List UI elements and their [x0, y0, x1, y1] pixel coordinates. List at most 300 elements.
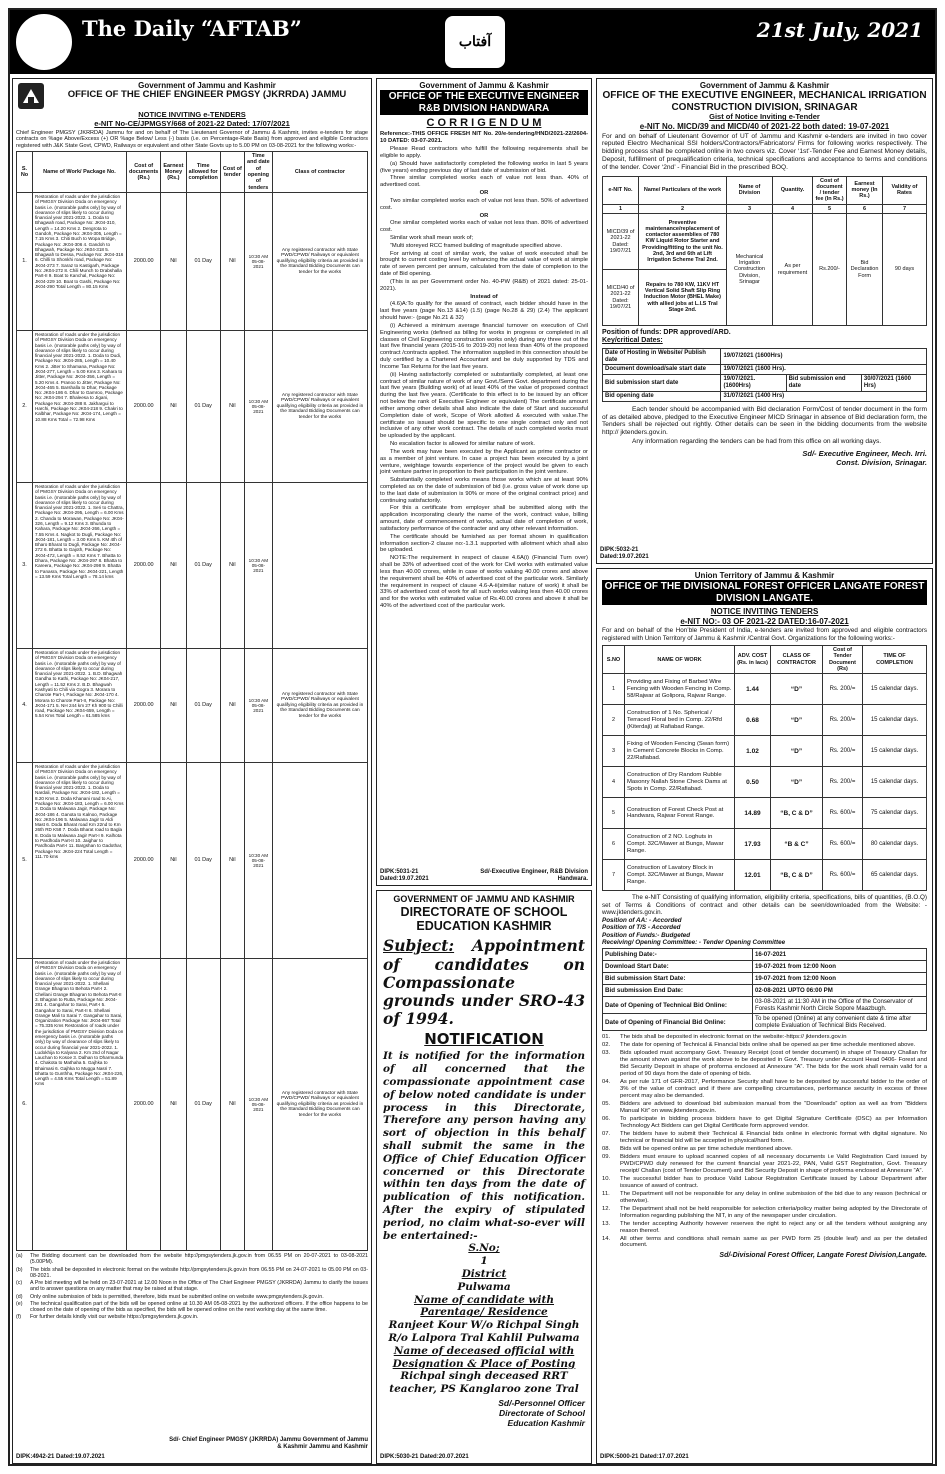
handwara-title: C O R R I G E N D U M: [426, 117, 542, 130]
handwara-paragraph: Three similar completed works each of value not less than. 40% of advertised cost.: [380, 175, 588, 189]
forest-term-number: 04.: [602, 1079, 611, 1086]
forest-fee: Rs. 200/=: [823, 736, 863, 767]
school-official: Richpal singh deceased RRT teacher, PS Kanglaroo zone Tral: [389, 1370, 579, 1396]
table-row: [603, 674, 927, 705]
pmgsy-opening: 10:30 AM 05-08-2021: [244, 763, 272, 959]
forest-dipk: DIPK:5000-21 Dated:17.07.2021: [600, 1453, 689, 1460]
forest-position: Receiving/ Opening Committee: - Tender Opening Committee: [602, 938, 786, 946]
forest-date-value: 03-08-2021 at 11:30 AM in the Office of the Conservator of Forests Kashmir North Circle Sopore Maazbugh.: [753, 997, 927, 1014]
handwara-paragraph: One similar completed works each of value not less than. 80% of advertised cost.: [380, 220, 588, 234]
micd-gov: Government of Jammu & Kashmir: [699, 81, 830, 90]
micd-nit: MICD/39 of 2021-22 Dated: 19/07/21: [603, 214, 639, 270]
forest-term-text: The Department will not be responsible for any delay in online submission of the bid due to any reason (technical or otherwise).: [620, 1190, 927, 1204]
forest-cost: 17.93: [735, 829, 771, 860]
handwara-paragraph: Similar work shall mean work of;: [390, 235, 474, 241]
forest-term-text: The bidders have to submit their Technical & Financial bids online in electronic format with digital signature. No technical or financial bid will be accepted in physical/hard form.: [620, 1130, 927, 1144]
forest-sno: 3: [603, 736, 625, 767]
forest-col-header: Cost of Tender Document (Rs): [823, 646, 863, 674]
micd-col-number: 2: [639, 204, 727, 213]
pmgsy-col-header: S. No: [17, 152, 33, 193]
handwara-paragraph: Two similar completed works each of value not less than. 50% of advertised cost.: [380, 197, 588, 211]
pmgsy-table-body: [17, 193, 368, 1251]
micd-table: [602, 176, 927, 327]
forest-sno: 1: [603, 674, 625, 705]
handwara-sign: Sd/-Executive Engineer, R&B Division Handwara.: [480, 868, 588, 882]
handwara-paragraph: (This is as per Government order No. 40-PW (R&B) of 2021 dated: 25-01-2021).: [380, 278, 588, 292]
forest-date-key: Bid submission End Date:: [603, 985, 753, 997]
forest-term-text: To participate in bidding process bidders have to get Digital Signature Certificate (DSC) as per Information Technology Act Bidders can get Digital Certificate form approved vendor.: [620, 1116, 927, 1129]
forest-gov: Union Territory of Jammu & Kashmir: [694, 571, 835, 580]
pmgsy-sign: Sd/- Chief Engineer PMGSY (JKRRDA) Jammu Government of Jammu & Kashmir Jammu and Kashmir: [169, 1436, 368, 1450]
pmgsy-col-header: Cost of tender: [220, 152, 244, 193]
pmgsy-class: [272, 483, 367, 649]
micd-col-number: 6: [847, 204, 883, 213]
forest-work: Construction of 1 No. Spherical / Terraced Floral bed in Comp. 22/Rfd (Kiterdaji) at Rafiabad Range.: [625, 705, 735, 736]
forest-col-header: ADV. COST (Rs. in lacs): [735, 646, 771, 674]
pmgsy-opening: 10:30 AM 05-08-2021: [244, 331, 272, 483]
micd-col-number: 4: [773, 204, 813, 213]
micd-intro: For and on behalf of Lieutenant Governor of UT of Jammu and Kashmir e-tenders are invited in two cover reputed Electro Mechanical SSI holders/Contractors/Fabricators/ Firms for following works respectively. The bidding process shall be completed online in two covers viz. Cover ‘1st’-Tender Fee and Earnest Money details, Deposit, fulfillment of prequalification criteria, technical specifications and acceptance to terms and conditions of the tender. Cover ‘2nd’ - Financial Bid in the prescribed BOQ.: [602, 132, 927, 171]
pmgsy-dipk: DIPK:4942-21 Dated:19.07.2021: [16, 1453, 105, 1460]
forest-work: Construction of Lavatory Block in Compt. 32C/Mawer at Bungs, Mawar Range.: [625, 860, 735, 891]
forest-class: “B & C”: [771, 829, 823, 860]
pmgsy-work: Restoration of roads under the jurisdiction of PMGSY Division Doda on emergency basis i.e. (motorable paths only) by way of clearance of slips likely to occur during financial year 2021-2022. 1. Doda to Bhagwah road, Package No: JK04-310, Length = 14.20 Kms 2. Dengrota to Gandoh, Package No: JK04-305, Length = 7.15 Kms 3. Chiti Buch to Wopa Bridge, Package No: JK04-306 4. Gandoh to Bhagwah, Package No: JK04-318 5. Bhagwah to Dessa, Package No: JK04-316 6. Chilli to Shonkhi road, Package No: JK04-273 7. Saraz to Kastigarh, Package No: JK04-272 8. Chili Munch to Drabshalla Part-II 9. Boat to Kanchal, Package No: JK04-229 10. Boat to Gashi, Package No: JK04-290 Total Length = 80.15 Kms: [33, 193, 127, 331]
micd-validity: 90 days: [883, 214, 927, 326]
micd-col-number: 3: [727, 204, 773, 213]
pmgsy-time: 01 Day: [186, 763, 220, 959]
school-body: It is notified for the information of all concerned that the compassionate appointment case of below noted candidate is under process in this Directorate, Therefore any person having any sort of objection in this behalf shall submit the same in the Office of Chief Education Officer concerned or this Directorate within ten days from the date of publication of this notification. After the expiry of stipulated period, no claim what-so-ever will be entertained:-: [383, 1050, 585, 1242]
handwara-paragraph: (i) Achieved a minimum average financial turnover on execution of Civil Engineering works (defined as billing for works in progress or completed in all classes of Civil Engineering construction works only) during any three out of the last five financial years (2015-16 to 2019-20) not less than 40% of the proposed contract /contracts applied. The information supplied in this connection should be duly certified by a Chartered Accountant and be duly supported by TDS and Income Tax Returns for the last five years.: [380, 322, 588, 370]
pmgsy-cost-tender: Nil: [220, 959, 244, 1251]
forest-term-number: 05.: [602, 1101, 611, 1108]
school-education-notice: [376, 890, 592, 1464]
table-row: [603, 214, 927, 270]
forest-term-number: 02.: [602, 1042, 611, 1049]
table-row: [603, 860, 927, 891]
school-notification-heading: NOTIFICATION: [424, 1029, 544, 1048]
forest-term: [602, 1050, 927, 1078]
forest-term-number: 08.: [602, 1145, 611, 1152]
pmgsy-time: 01 Day: [186, 959, 220, 1251]
forest-term-text: The tender accepting Authority however reserves the right to reject any or all the tenders without assigning any reason thereof.: [620, 1220, 927, 1234]
pmgsy-earnest: Nil: [161, 483, 186, 649]
micd-date-value: 31/07/2021 (1400 Hrs): [721, 392, 927, 402]
pmgsy-doc-cost: 2000.00: [127, 483, 161, 649]
school-subject-text: Appointment of candidates on Compassionate grounds under SRO-43 of 1994.: [383, 936, 585, 1029]
forest-date-value: 16-07-2021: [753, 949, 927, 961]
forest-term: [602, 1221, 927, 1235]
micd-table-numbers: [603, 204, 927, 213]
forest-col-header: TIME OF COMPLETION: [863, 646, 927, 674]
forest-col-header: NAME OF WORK: [625, 646, 735, 674]
forest-term-number: 14.: [602, 1235, 611, 1242]
pmgsy-office: OFFICE OF THE CHIEF ENGINEER PMGSY (JKRRDA) JAMMU: [67, 89, 347, 101]
micd-para-2: Any information regarding the tenders can be had from this office on all working days.: [632, 438, 882, 446]
forest-fee: Rs. 200/=: [823, 705, 863, 736]
forest-table-body: [603, 674, 927, 891]
forest-date-key: Date of Opening of Technical Bid Online:: [603, 997, 753, 1014]
pmgsy-work: Restoration of roads under the jurisdiction of PMGSY Division Doda on emergency basis i.e. (motorable paths only) by way of clearance of slips likely to occur during financial year 2021-2022. 1. Doda to Dudi, Package No: JK04-285, Length = 10.40 Kms 2. Jitter to Shamana, Package No: JK04-277, Length = 5.00 Kms 3. Kahara to Jitter, Package No: JK04-356, Length = 5.20 Kms 4. Pranoo to Jitter, Package No: JK04-465 5. Barshalla to Dhar, Package No: JK04-186 6. Dhar to Gamroo, Package No: JK04-294 7. Bhaleesa to Jigani, Package No: JK04-288 8. Jakhargui to Harchi, Package No: JK04-218 9. Chakri to Kalbhar, Package No: JK04-174, Length = 10.88 Kms Total = 72.98 Kms: [33, 331, 127, 483]
masthead-circle-emblem: [16, 14, 72, 70]
pmgsy-note-number: (f): [16, 1314, 21, 1321]
pmgsy-note-number: (b): [16, 1266, 23, 1273]
pmgsy-sno: 6.: [17, 959, 33, 1251]
forest-work: Fixing of Wooden Fencing (Swan form) in Cement Concrete Blocks in Comp. 22/Rafiabad.: [625, 736, 735, 767]
pmgsy-doc-cost: 2000.00: [127, 331, 161, 483]
forest-term: [602, 1101, 927, 1115]
pmgsy-notice: [12, 78, 372, 1464]
handwara-paragraph: NOTE:The requirement in respect of clause 4.6A(i) (Financial Turn over) shall be 33% of advertised cost of the work for Civil works with estimated value less than 40.00 crores, while in case of works valuing 40.00 crores and above the requirement shall be 40% of advertised cost of the particular work. Similarly the requirement in respect of clause 4.6-A-ii(similar nature of work) it shall be 33% of advertised cost of work for all such works valuing less then 40.00 crores and for the works with estimated value of Rs.40.00 crores and above it shall be 40% of the advertised cost of the particular work.: [380, 555, 588, 610]
forest-date-value: To be opened (Online) at any convenient date & time after complete Evaluation of Technical Bids Received.: [753, 1014, 927, 1031]
forest-terms-list: [602, 1034, 927, 1249]
pmgsy-time: 01 Day: [186, 483, 220, 649]
micd-work: Repairs to 780 KW, 11KV HT Vertical Solid Shaft Slip Ring Induction Motor (BHEL Make) with allied jobs at L.I.S Tral Stage 2nd.: [639, 270, 727, 326]
forest-sno: 4: [603, 767, 625, 798]
forest-term: [602, 1176, 927, 1190]
forest-para: The e-NIT Consisting of qualifying information, eligibility criteria, specifications, bills of quantities, (B.O.Q) set of Terms & Conditions of contract and other details can be seen/downloaded from the Website: -www.jktenders.gov.in.: [602, 894, 927, 917]
pmgsy-emblem-icon: [18, 83, 44, 109]
forest-fee: Rs. 200/=: [823, 767, 863, 798]
issue-date: 21st July, 2021: [756, 18, 923, 42]
micd-office: OFFICE OF THE EXECUTIVE ENGINEER, MECHANICAL IRRIGATION CONSTRUCTION DIVISION, SRINAGAR: [602, 90, 927, 113]
micd-nit: e-NIT No. MICD/39 and MICD/40 of 2021-22 both dated: 19-07-2021: [639, 122, 890, 132]
table-row: [603, 348, 927, 365]
forest-class: “D”: [771, 736, 823, 767]
handwara-paragraph: OR: [479, 212, 489, 219]
pmgsy-intro: Chief Engineer PMGSY (JKRRDA) Jammu for and on behalf of The Lieutenant Governor of Jammu & Kashmir, invites e-tenders for stage contracts on %age Above/Excess (+) OR %age Below/ Less (-) basis (i.e. on Percentage-Rate Basis) from approved and eligible Contractors registered with J&K State Govt, CPWD, Railways or equivalent and other State Govts up to 5.00 PM on 03-08-2021 for the following works:-: [16, 129, 368, 149]
forest-position: Position of AA: - Accorded: [602, 916, 682, 924]
forest-term: [602, 1154, 927, 1175]
micd-para-1: Each tender should be accompanied with Bid declaration Form/Cost of tender document in the form of as detailed above, pledged to the Executive Engineer MICD Srinagar in absence of Bid declaration form, the Tenders shall be rejected out rightly. Other details can be seen in the bidding documents from the website http:// jktenders.gov.in.: [602, 405, 927, 437]
forest-term-text: Bidders are advised to download bid submission manual from the “Downloads” option as well as from “Bidders Manual Kit” on www.jktenders.gov.in.: [620, 1101, 927, 1115]
forest-term: [602, 1131, 927, 1145]
handwara-dipk: DIPK:5031-21 Dated:19.07.2021: [380, 868, 429, 882]
handwara-reference: Reference:-THIS OFFICE FRESH NIT No. 20/e-tendering/HND/2021-22/2604-10 DATED: 03-07-2021.: [380, 131, 588, 145]
pmgsy-doc-cost: 2000.00: [127, 649, 161, 763]
micd-date-key: Document download/sale start date: [603, 365, 721, 375]
forest-cost: 14.89: [735, 798, 771, 829]
handwara-paragraph: “Multi storeyed RCC framed building of magnitude specified above.: [390, 242, 563, 249]
aftab-logo: آفتاب: [445, 16, 505, 68]
handwara-paragraph: Substantially completed works means those works which are at least 90% completed as on the date of submission of bid (i.e. gross value of work done up to the last date of submission is 90% or more of the original contract price) and continuing satisfactorily.: [380, 477, 588, 504]
pmgsy-note-number: (c): [16, 1280, 23, 1287]
micd-date-value-2: 30/07/2021 (1600 Hrs): [861, 375, 926, 392]
pmgsy-note-text: For further details kindly visit our website https://pmgsytenders.jk.gov.in.: [30, 1314, 199, 1321]
forest-term: [602, 1079, 927, 1100]
forest-time: 15 calendar days.: [863, 736, 927, 767]
micd-col-header: Name of Division: [727, 176, 773, 204]
forest-term-number: 09.: [602, 1153, 611, 1160]
table-row: [603, 997, 927, 1014]
forest-term-text: Bids will be opened online as per time schedule mentioned above.: [620, 1145, 793, 1152]
table-row: [603, 736, 927, 767]
forest-term-text: Bids uploaded must accompany Govt. Treasury Receipt (cost of tender document) in shape of Treasury Challan for the amount shown against the work above to be deposited in Govt. Treasury under Account Head 0406- Forest and Bid Security Deposit in shape of proforma enclosed at Annexure “A”. The bids for the work shall remain valid for a period of 90 days from the date of opening of bids.: [620, 1050, 927, 1078]
pmgsy-sno: 3.: [17, 483, 33, 649]
forest-term: [602, 1116, 927, 1130]
pmgsy-opening: 10:30 AM 05-08-2021: [244, 483, 272, 649]
school-subject: [383, 937, 585, 1028]
micd-table-header: [603, 176, 927, 204]
micd-sign: Sd/- Executive Engineer, Mech. Irri. Const. Division, Srinagar.: [802, 448, 927, 467]
table-row: [17, 193, 368, 331]
forest-term-number: 03.: [602, 1050, 611, 1057]
forest-term: [602, 1191, 927, 1205]
micd-date-value: 19/07/2021 (1600 Hrs).: [721, 365, 927, 375]
school-sign-2: Directorate of School Education Kashmir: [499, 1407, 585, 1428]
handwara-office: OFFICE OF THE EXECUTIVE ENGINEER R&B DIVISION HANDWARA: [380, 90, 588, 115]
pmgsy-note: [16, 1301, 368, 1314]
forest-time: 65 calendar days.: [863, 860, 927, 891]
table-row: [603, 767, 927, 798]
pmgsy-sno: 5.: [17, 763, 33, 959]
micd-dipk: DIPK:5032-21 Dated:19.07.2021: [600, 546, 649, 560]
forest-time: 15 calendar days.: [863, 767, 927, 798]
pmgsy-class: Any registered contractor with State PWD/CPWD/ Railways or equivalent qualifying eligibility criteria as provided in the Standard Bidding Documents can tender for the works: [272, 331, 367, 483]
handwara-paragraph: (4.6)A:To qualify for the award of contract, each bidder should have in the last five years (page No.13 &14) (1.5) (page No.28 & 29) (2.4) The applicant should have:- (page No.21 & 32): [380, 301, 588, 322]
forest-term-number: 07.: [602, 1130, 611, 1137]
school-sign-1: Sd/-Personnel Officer: [498, 1397, 585, 1408]
pmgsy-cost-tender: Nil: [220, 331, 244, 483]
pmgsy-note-text: Only online submission of bids is permitted, therefore, bids must be submitted online on website www.pmgsytenders.jk.gov.in.: [30, 1293, 324, 1300]
table-row: [603, 705, 927, 736]
micd-date-key-2: Bid submission end date: [786, 375, 861, 392]
pmgsy-work: Restoration of roads under the jurisdiction of PMGSY Division Doda on emergency basis i.e. (motorable paths only) by way of clearance of slips likely to occur during financial year 2021-2022. 1. Seri to Chattra, Package No: JK04-295, Length = 6.00 Kms 2. Chanda to Morawan, Package No: JK04-326, Length = 9.12 Kms 3. Bhunda to Kahara, Package No: JK04-266, Length = 7.55 Kms 4. Nagkot to Dugli, Package No: JK04-181, Length = 3.00 Kms 5. KM 4th of Bharo Bharat to Dugli, Package No: JK04-272 6. Bhatta to Gajoth, Package No: JK04-472, Length = 8.52 Kms 7. Bhatta to Dhara, Package No: JK04-297 8. Bhatta to Kareera, Package No: JK04-298 9. Bhatta to Fanasra, Package No: JK04-221, Length = 13.59 Kms Total Length = 78.14 kms: [33, 483, 127, 649]
forest-term-text: The date for opening of Technical & Financial bids online shall be opened as per time schedule mentioned above.: [620, 1042, 916, 1049]
pmgsy-note-number: (a): [16, 1253, 23, 1260]
forest-sign: Sd/-Divisional Forest Officer, Langate Forest Division,Langate.: [719, 1252, 927, 1260]
pmgsy-note-text: The bids shall be deposited in electronic format on the website http://pmgsytenders.jk.gov.in from 06.55 PM on 24-07-2021 to 05.00 PM on 03-08-2021.: [30, 1266, 368, 1279]
forest-work: Construction of Forest Check Post at Handwara, Rajwar Forest Range.: [625, 798, 735, 829]
newspaper-page: [8, 8, 937, 1466]
forest-class: “D”: [771, 674, 823, 705]
pmgsy-header: [16, 81, 368, 111]
micd-col-number: 1: [603, 204, 639, 213]
table-row: [603, 829, 927, 860]
forest-cost: 0.68: [735, 705, 771, 736]
pmgsy-earnest: Nil: [161, 193, 186, 331]
table-row: [603, 985, 927, 997]
micd-col-number: 7: [883, 204, 927, 213]
forest-term-text: Bidders must ensure to upload scanned copies of all necessary documents i.e Valid Registration Card issued by PWD/CPWD duly renewed for the current financial year 2021-22, PAN, Valid GST Registration, Govt. Treasury receipt/ Challan (cost of Tender Document) and Bid Security Deposit in shape of proforma enclosed at Annexure “A”.: [620, 1153, 927, 1174]
forest-term-text: The bids shall be deposited in electronic format on the website:-https:// jktenders.gov.in: [620, 1034, 847, 1041]
pmgsy-col-header: Class of contractor: [272, 152, 367, 193]
pmgsy-col-header: Time and date of opening of tenders: [244, 152, 272, 193]
forest-term-number: 01.: [602, 1034, 611, 1041]
handwara-paragraph: The work may have been executed by the Applicant as prime contractor or as a member of joint venture. In case a project has been executed by a joint venture, weightage towards experience of the project would be given to each joint venture partner in proportion to their participation in the joint venture.: [380, 448, 588, 476]
micd-col-header: Cost of document / tender fee (In Rs.): [813, 176, 847, 204]
school-gov: GOVERNMENT OF JAMMU AND KASHMIR: [393, 894, 575, 904]
pmgsy-note: [16, 1280, 368, 1293]
forest-title: NOTICE INVITING TENDERS: [710, 607, 819, 617]
pmgsy-note-number: (d): [16, 1293, 23, 1300]
forest-term-text: All other terms and conditions shall remain same as per PWD form 25 (double leaf) and as per the detailed document.: [620, 1235, 927, 1249]
school-sno: 1: [480, 1255, 488, 1268]
pmgsy-opening: 10:30 AM 05-08-2021: [244, 193, 272, 331]
micd-em: Bid Declaration Form: [847, 214, 883, 326]
pmgsy-time: 01 Day: [186, 649, 220, 763]
pmgsy-cost-tender: Nil: [220, 193, 244, 331]
forest-time: 15 calendar days.: [863, 674, 927, 705]
forest-work: Construction of 2 NO. Loghuts in Compt. 32C/Mawer at Bungs, Mawar Range.: [625, 829, 735, 860]
forest-date-value: 19-07-2021 from 12:00 Noon: [753, 961, 927, 973]
handwara-paragraph: For this a certificate from employer shall be submitted along with the application incorporating clearly the name of the work, contract value, billing amount, date of commencement of works, actual date of completion of work, satisfactory performance of the contracter and any other relevant information.: [380, 505, 588, 532]
forest-term: [602, 1146, 927, 1153]
forest-col-header: S.NO: [603, 646, 625, 674]
forest-date-key: Bid submission Start Date:: [603, 973, 753, 985]
micd-date-key: Bid opening date: [603, 392, 721, 402]
micd-work: Preventive maintenance/replacement of contactor assemblies of 780 KW Liquid Rotor Starter and Providing/fitting to the unit No. 2nd, 3rd and 6th at Lift Irrigation Scheme Tral 2nd.: [639, 214, 727, 270]
forest-dates-table: [602, 948, 927, 1031]
forest-cost: 0.50: [735, 767, 771, 798]
table-row: [17, 483, 368, 649]
forest-work: Construction of Dry Random Rubble Masonry Nallah Stone Check Dams at Spots in Comp. 22/Rafiabad.: [625, 767, 735, 798]
forest-class: “D”: [771, 767, 823, 798]
forest-date-key: Date of Opening of Financial Bid Online:: [603, 1014, 753, 1031]
pmgsy-notes: [16, 1253, 368, 1321]
table-row: [603, 798, 927, 829]
table-row: [603, 973, 927, 985]
micd-date-key: Date of Hosting in Website/ Publish date: [603, 348, 721, 365]
pmgsy-note: [16, 1294, 368, 1300]
forest-class: “D”: [771, 705, 823, 736]
micd-funds: Position of funds: DPR approved/ARD.: [602, 329, 731, 337]
forest-position: Position of Funds:- Budgeted: [602, 931, 691, 939]
school-district-label: District: [461, 1268, 507, 1280]
forest-term-number: 10.: [602, 1175, 611, 1182]
pmgsy-note-text: A Pre bid meeting will be held on 23-07-2021 at 12.00 Noon in the Office of The Chief Engineer PMGSY (JKRRDA) Jammu to clarify the issues and to answer questions on any matter that may be raised at that stage.: [30, 1280, 368, 1293]
micd-col-header: Earnest money (In Rs.): [847, 176, 883, 204]
school-sno-label: S.No;: [468, 1242, 500, 1255]
forest-term-number: 13.: [602, 1220, 611, 1227]
micd-date-key: Bid submission start date: [603, 375, 721, 392]
forest-term: [602, 1236, 927, 1250]
handwara-paragraph: (ii) Having satisfactorily completed or substantially completed, at least one contract of similar nature of work of any Govt./Semi Govt. department during the last five years (Building work) of at least 40% of the value of proposed contract during the last five years. (Certificate to this effect is to be issued by an officer not below the rank of Executive Engineer or equivalent) The certificate amount either among other details shall also indicate the date of Start and successful Completion date of work, Scope of Work allotted & executed with value.The certificate so issued should be specific to one single contract only and not inclusive of any other work contract. The details of such completed works must be uploaded by the applicant.: [380, 371, 588, 440]
forest-sno: 6: [603, 829, 625, 860]
pmgsy-col-header: Cost of documents (Rs.): [127, 152, 161, 193]
pmgsy-earnest: Nil: [161, 959, 186, 1251]
school-candidate: Ranjeet Kour W/o Richpal Singh R/o Lalpora Tral Kahlil Pulwama: [388, 1319, 580, 1344]
forest-cost: 1.44: [735, 674, 771, 705]
micd-date-value: 19/07/2021. (1600Hrs): [721, 375, 786, 392]
handwara-body: [380, 146, 588, 610]
forest-term: [602, 1034, 927, 1041]
pmgsy-class: Any registered contractor with State PWD/CPWD/ Railways or equivalent qualifying eligibility criteria as provided in the Standard Bidding Documents can tender for the works: [272, 649, 367, 763]
masthead: [10, 10, 935, 74]
forest-term-number: 12.: [602, 1205, 611, 1212]
school-name-label: Name of candidate with Parentage/ Residence: [413, 1293, 555, 1319]
pmgsy-sno: 1.: [17, 193, 33, 331]
pmgsy-cost-tender: Nil: [220, 649, 244, 763]
table-row: [17, 331, 368, 483]
handwara-paragraph: For arriving at cost of similar work, the value of work executed shall be brought to current costing level by enhancing the actual value of work at simple rate of seven percent per annum, calculated from the date of completion to the date of Bid opening.: [380, 250, 588, 278]
school-district: Pulwama: [457, 1280, 511, 1293]
handwara-paragraph: No escalation factor is allowed for similar nature of work.: [390, 441, 535, 448]
forest-col-header: CLASS OF CONTRACTOR: [771, 646, 823, 674]
pmgsy-earnest: Nil: [161, 649, 186, 763]
forest-date-key: Publishing Date:-: [603, 949, 753, 961]
forest-cost: 12.01: [735, 860, 771, 891]
pmgsy-col-header: Earnest Money (Rs.): [161, 152, 186, 193]
pmgsy-title: NOTICE INVITING e-TENDERS: [138, 110, 246, 119]
pmgsy-cost-tender: Nil: [220, 483, 244, 649]
pmgsy-earnest: Nil: [161, 331, 186, 483]
forest-term-text: The successful bidder has to produce Valid Labour Registration Certificate issued by Labour Department after issuance of award of contract.: [620, 1175, 927, 1189]
micd-col-header: Quantity.: [773, 176, 813, 204]
micd-division: Mechanical Irrigation Construction Division, Srinagar: [727, 214, 773, 326]
forest-fee: Rs. 600/=: [823, 860, 863, 891]
pmgsy-cost-tender: Nil: [220, 763, 244, 959]
forest-date-value: 02-08-2021 UPTO 06:00 PM: [753, 985, 927, 997]
forest-time: 75 calendar days.: [863, 798, 927, 829]
forest-fee: Rs. 600/=: [823, 798, 863, 829]
pmgsy-doc-cost: 2000.00: [127, 959, 161, 1251]
forest-class: “B, C & D”: [771, 860, 823, 891]
table-row: [603, 949, 927, 961]
school-official-label: Name of deceased official with Designation & Place of Posting: [392, 1344, 576, 1370]
pmgsy-opening: 10:30 AM 05-08-2021: [244, 959, 272, 1251]
pmgsy-opening: 10:30 AM 05-08-2021: [244, 649, 272, 763]
pmgsy-table-header: [17, 152, 368, 193]
table-row: [603, 1014, 927, 1031]
pmgsy-doc-cost: 2000.00: [127, 763, 161, 959]
handwara-paragraph: The certificate should be furnished as per format shown in qualification information section-2 clause no:-1.3.1 supported with allotment which shall also be uploaded.: [380, 533, 588, 554]
forest-class: “B, C & D”: [771, 798, 823, 829]
forest-date-value: 19-07-2021 from 12:00 Noon: [753, 973, 927, 985]
pmgsy-time: 01 Day: [186, 331, 220, 483]
handwara-paragraph: Instead of: [470, 293, 498, 300]
langate-forest-notice: [596, 568, 933, 1464]
forest-term-text: The Department shall not be held responsible for selection criteria/policy matter being adopted by the Directorate of Information regarding publishing the NIT, in any of the newspaper under circulation.: [620, 1205, 927, 1219]
pmgsy-note: [16, 1314, 368, 1320]
forest-positions: [602, 917, 927, 947]
micd-notice: [596, 78, 933, 564]
forest-works-table: [602, 645, 927, 891]
pmgsy-note: [16, 1253, 368, 1266]
forest-sno: 5: [603, 798, 625, 829]
school-subject-label: Subject:: [383, 936, 455, 956]
table-row: [17, 649, 368, 763]
pmgsy-table: [16, 151, 368, 1251]
micd-qty: As per requirement: [773, 214, 813, 326]
pmgsy-earnest: Nil: [161, 763, 186, 959]
forest-position: Position of T/S - Accorded: [602, 924, 681, 932]
forest-sno: 7: [603, 860, 625, 891]
table-row: [603, 365, 927, 375]
pmgsy-note-text: The technical qualification part of the bids will be opened online at 10.30 AM 05-08-2021 by the authorized officers. If the office happens to be closed on the date of opening of the bids as specified, the bids will be opened online on the next working day at the same time.: [30, 1300, 368, 1314]
table-row: [17, 763, 368, 959]
pmgsy-note-number: (e): [16, 1300, 23, 1307]
school-directorate: DIRECTORATE OF SCHOOL EDUCATION KASHMIR: [400, 904, 568, 933]
micd-col-header: e-NIT No.: [603, 176, 639, 204]
pmgsy-work: Restoration of roads under the jurisdiction of PMGSY Division Doda on emergency basis i.e. (motorable paths only) by way of clearance of slips likely to occur during financial year 2021-2022. 1. Doda to Nardali, Package No: JK04-182, Length = 8.20 Kms 2. Doda Khanani road to Ai, Package No: JK04-183, Length = 6.00 Kms 3. Doda to Malwana Jagir, Package No: JK04-186 4. Ganota to Kalnoo, Package No: JK04-196 5. Malwana Jagir to Aldi Mast 6. Doda Bharat road Km 22nd to Km 26th RD K58 7. Doda Bharat road to Bagla 8. Doda to Malwana Jagir Part-I 9. Kalhota to Pardhoda Part-II 10. Jaighar to Pardhoda Part-I 11. Bargshan to Gadothar, Package No: JK04-224 Total Length = 111.70 kms: [33, 763, 127, 959]
forest-cost: 1.02: [735, 736, 771, 767]
forest-date-key: Download Start Date:: [603, 961, 753, 973]
forest-nit: e-NIT NO:- 03 OF 2021-22 DATED:16-07-2021: [680, 616, 849, 626]
pmgsy-class: Any registered contractor with State PWD/CPWD/ Railways or equivalent qualifying eligibility criteria as provided in the Standard Bidding Documents can tender for the works: [272, 959, 367, 1251]
handwara-paragraph: (a) Should have satisfactorily completed the following works in last 5 years (five years) ending previous day of last date of submission of bid.: [380, 160, 588, 174]
forest-sno: 2: [603, 705, 625, 736]
school-dipk: DIPK:5030-21 Dated:20.07.2021: [380, 1453, 469, 1460]
pmgsy-sno: 4.: [17, 649, 33, 763]
micd-date-value: 19/07/2021 (1600Hrs): [721, 348, 927, 365]
handwara-gov: Government of Jammu & Kashmir: [419, 81, 549, 90]
micd-fee: Rs.200/-: [813, 214, 847, 326]
table-row: [17, 959, 368, 1251]
pmgsy-doc-cost: 2000.00: [127, 193, 161, 331]
pmgsy-col-header: Name of Work/ Package No.: [33, 152, 127, 193]
pmgsy-time: 01 Day: [186, 193, 220, 331]
micd-col-number: 5: [813, 204, 847, 213]
